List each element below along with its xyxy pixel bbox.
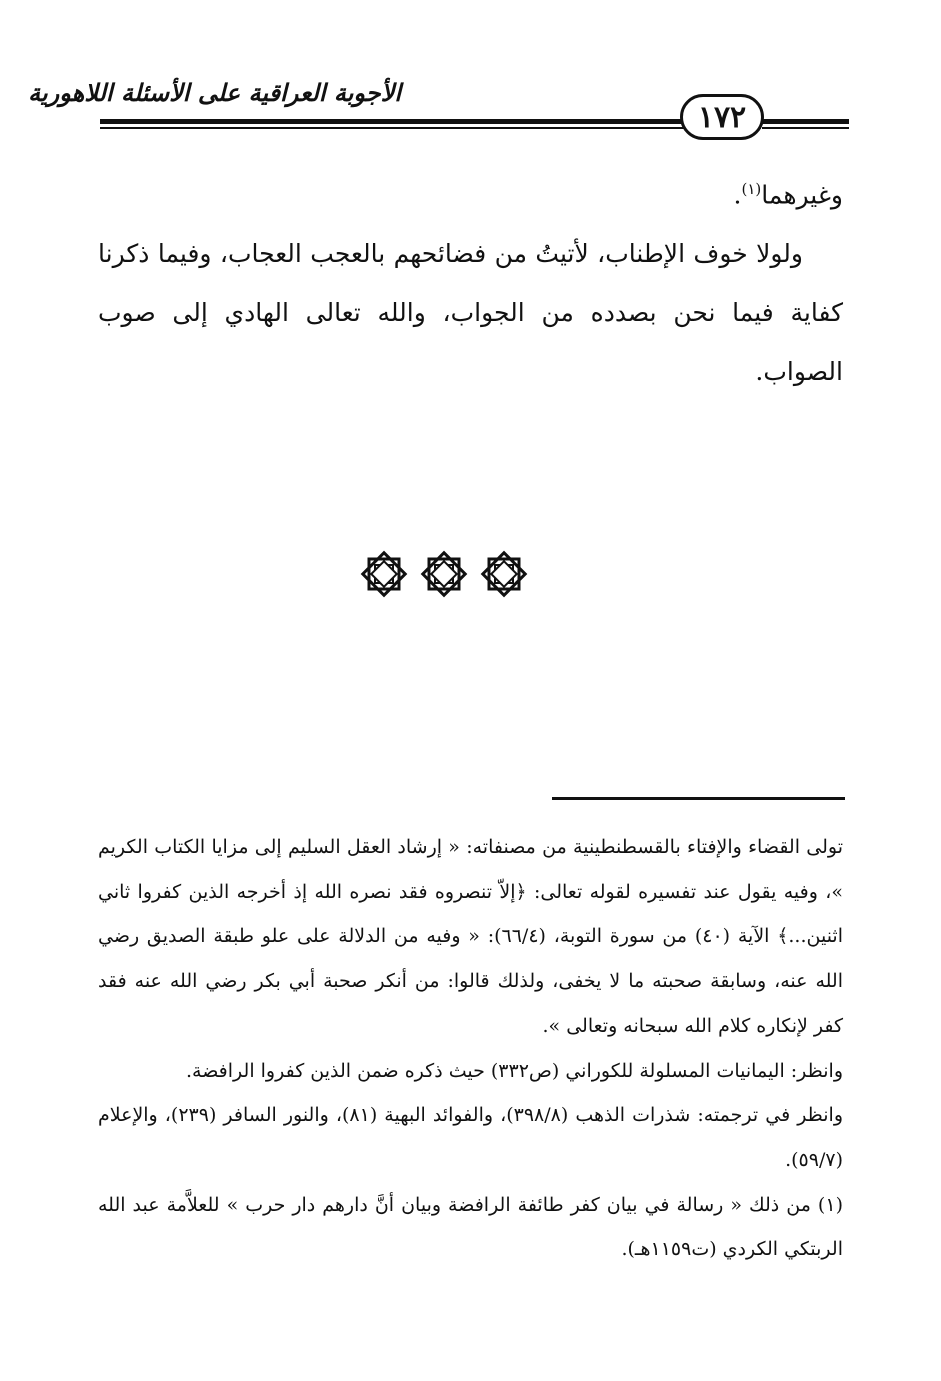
main-text: [98, 160, 843, 401]
paragraph-1: [98, 160, 843, 224]
page-number: ١٧٢: [697, 99, 747, 135]
paragraph-2: ولولا خوف الإطناب، لأتيتُ من فضائحهم بالعجب العجاب، وفيما ذكرنا كفاية فيما نحن بصدده من الجواب، والله تعالى الهادي إلى صوب الصواب.: [98, 239, 843, 387]
header-rule-right-thin: [762, 127, 849, 129]
eight-point-star-icon: [476, 546, 532, 602]
footnote-ref: (١): [741, 180, 762, 198]
footnote-biography: وانظر في ترجمته: شذرات الذهب (٣٩٨/٨)، والفوائد البهية (٨١)، والنور السافر (٢٣٩)، والإعلام (٥٩/٧).: [98, 1104, 844, 1171]
footnotes: [98, 825, 843, 1272]
header-rule: [100, 119, 761, 124]
footnote-see-also: وانظر: اليمانيات المسلولة للكوراني (ص٣٣٢) حيث ذكره ضمن الذين كفروا الرافضة.: [185, 1059, 843, 1082]
running-title: الأجوبة العراقية على الأسئلة اللاهورية: [28, 78, 401, 107]
footnote-1: (١) من ذلك « رسالة في بيان كفر طائفة الرافضة وبيان أنَّ دارهم دار حرب » للعلاَّمة عبد الله الربتكي الكردي (ت١١٥٩هـ).: [98, 1193, 843, 1261]
paragraph-1-text: وغيرهما: [761, 180, 843, 210]
eight-point-star-icon: [356, 546, 412, 602]
section-ornament: [356, 544, 532, 604]
footnote-separator: [552, 797, 845, 800]
header-rule-right: [762, 119, 849, 124]
eight-point-star-icon: [416, 546, 472, 602]
page-number-badge: [680, 94, 764, 140]
header-rule-thin: [100, 127, 761, 129]
footnote-continuation: تولى القضاء والإفتاء بالقسطنطينية من مصنفاته: « إرشاد العقل السليم إلى مزايا الكتاب الكريم »، وفيه يقول عند تفسيره لقوله تعالى: ﴿إلاّ تنصروه فقد نصره الله إذ أخرجه الذين كفروا ثاني اثنين...﴾ الآية (٤٠) من سورة التوبة، (٦٦/٤): « وفيه من الدلالة على علو طبقة الصديق رضي الله عنه، وسابقة صحبته ما لا يخفى، ولذلك قالوا: من أنكر صحبة أبي بكر رضي الله عنه فقد كفر لإنكاره كلام الله سبحانه وتعالى ».: [98, 836, 843, 1037]
paragraph-1-end: .: [733, 180, 742, 210]
